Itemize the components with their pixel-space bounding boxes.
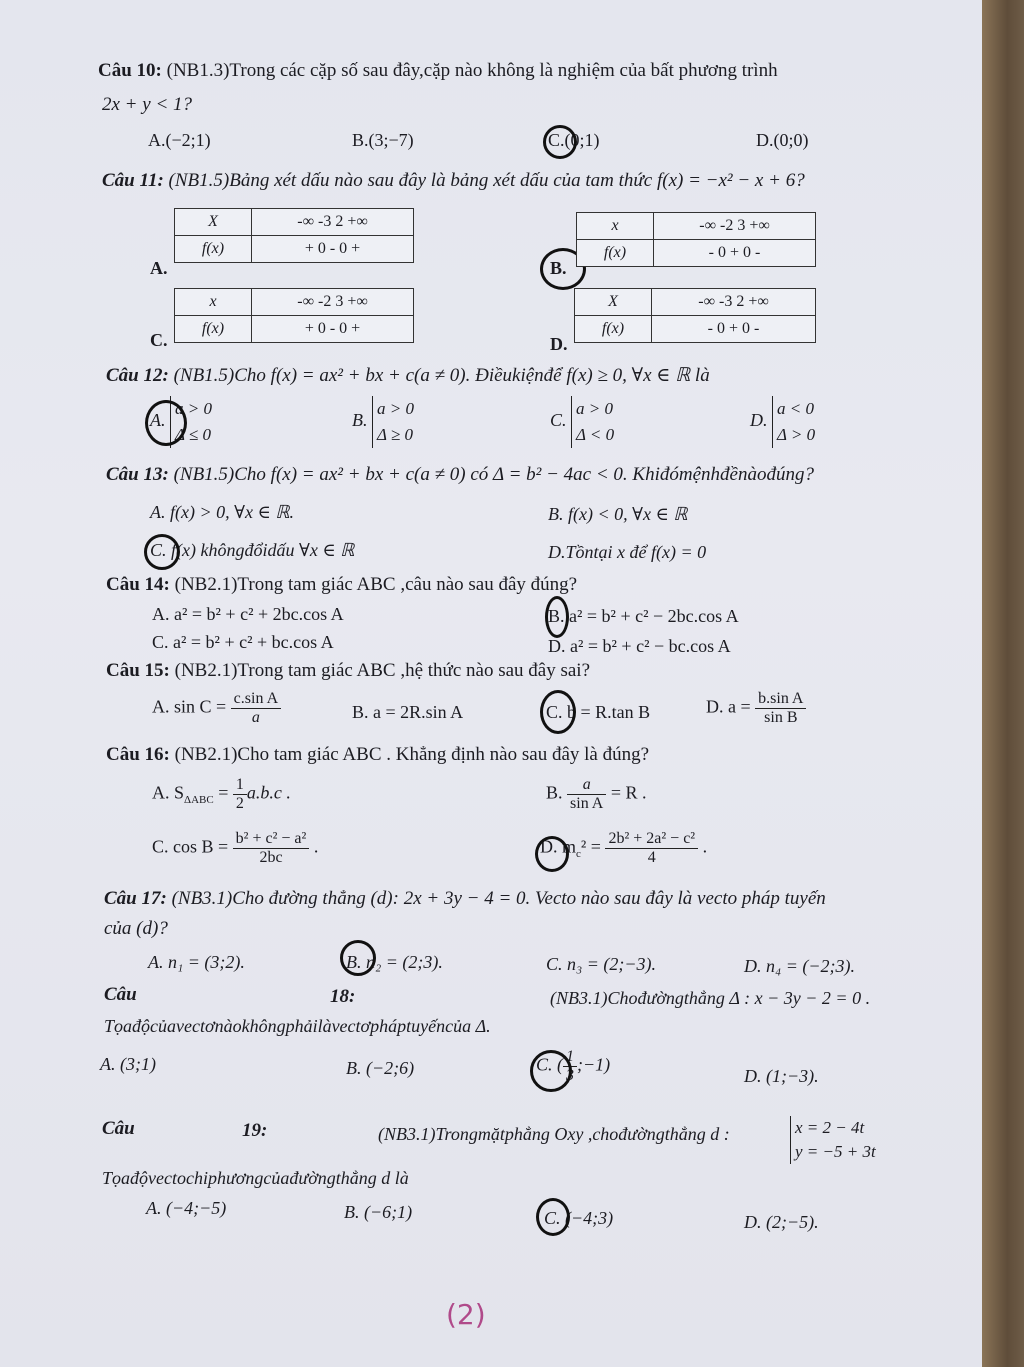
answer-circle-q17 xyxy=(340,940,376,976)
answer-circle-q14 xyxy=(545,596,569,638)
page-number-handwritten: (2) xyxy=(446,1298,486,1331)
q13-stem: Câu 13: (NB1.5)Cho f(x) = ax² + bx + c(a ≠ 0) có Δ = b² − 4ac < 0. Khiđómệnhđềnàođúng? xyxy=(106,464,814,485)
q15-option-a: A. sin C = $\frac{\text{c.sin A}}{a}$ xyxy=(152,690,281,727)
answer-circle-q19 xyxy=(536,1198,570,1236)
q19-option-c: C. (−4;3) xyxy=(544,1208,614,1228)
q14-option-c: C. a² = b² + c² + bc.cos A xyxy=(152,632,334,652)
q14-option-b: B. a² = b² + c² − 2bc.cos A xyxy=(548,606,739,626)
q11-table-c: x -∞ -2 3 +∞ f(x) + 0 - 0 + xyxy=(174,288,414,343)
q10-option-d: D.(0;0) xyxy=(756,130,809,150)
q17-option-c: C. n₃ = (2;−3). xyxy=(546,954,657,974)
q17-option-b: B. n₂ = (2;3). xyxy=(346,952,443,972)
q13-option-b: B. f(x) < 0, ∀x ∈ ℝ xyxy=(548,504,688,524)
q18-option-b: B. (−2;6) xyxy=(346,1058,415,1078)
q11-table-b: x -∞ -2 3 +∞ f(x) - 0 + 0 - xyxy=(576,212,816,267)
q12-option-c: C. a > 0 Δ < 0 xyxy=(550,396,614,448)
q18-option-d: D. (1;−3). xyxy=(744,1066,819,1086)
q13-option-d: D.Tồntại x để f(x) = 0 xyxy=(548,542,707,562)
background-edge xyxy=(982,0,1024,1367)
q16-option-a: A. $S_{\Delta ABC}$ = $\frac{1}{2}$ a.b.c . xyxy=(152,776,291,812)
q11-table-a: X -∞ -3 2 +∞ f(x) + 0 - 0 + xyxy=(174,208,414,263)
q17-stem: Câu 17: (NB3.1)Cho đường thẳng (d): 2x + 3y − 4 = 0. Vecto nào sau đây là vecto pháp tuyến xyxy=(104,888,826,909)
q14-option-d: D. a² = b² + c² − bc.cos A xyxy=(548,636,731,656)
q16-option-b: B. $\frac{a}{\text{sin A}}$ = R . xyxy=(546,776,647,812)
answer-circle-q16 xyxy=(535,836,569,872)
q18-stem-2: Tọađộcủavectơnàokhôngphảilàvectơpháptuyếncủa Δ. xyxy=(104,1016,491,1036)
answer-circle-q12 xyxy=(145,400,187,446)
answer-circle-q10 xyxy=(543,125,577,159)
q11-label-b: B. xyxy=(550,258,567,278)
q15-option-d: D. a = $\frac{\text{b.sin A}}{\text{sin B}}$ xyxy=(706,690,806,727)
q18-title: Câu xyxy=(104,984,137,1005)
q12-stem: Câu 12: (NB1.5)Cho f(x) = ax² + bx + c(a ≠ 0). Điềukiệnđể f(x) ≥ 0, ∀x ∈ ℝ là xyxy=(106,365,710,386)
q10-option-a: A.(−2;1) xyxy=(148,130,211,150)
q10-option-b: B.(3;−7) xyxy=(352,130,414,150)
q13-option-a: A. f(x) > 0, ∀x ∈ ℝ. xyxy=(150,502,295,522)
q15-option-b: B. a = 2R.sin A xyxy=(352,702,464,722)
q12-option-b: B. a > 0 Δ ≥ 0 xyxy=(352,396,414,448)
q10-stem: Câu 10: (NB1.3)Trong các cặp số sau đây,cặp nào không là nghiệm của bất phương trình xyxy=(98,60,778,81)
q10-option-c: C.(0;1) xyxy=(548,130,600,150)
q19-stem: (NB3.1)Trongmặtphẳng Oxy ,chođườngthẳng d : xyxy=(378,1124,730,1144)
q19-number: 19: xyxy=(242,1120,268,1141)
q13-option-c: C. f(x) khôngđổidấu ∀x ∈ ℝ xyxy=(150,540,355,560)
q16-stem: Câu 16: (NB2.1)Cho tam giác ABC . Khẳng định nào sau đây là đúng? xyxy=(106,744,650,765)
q11-stem: Câu 11: (NB1.5)Bảng xét dấu nào sau đây là bảng xét dấu của tam thức f(x) = −x² − x + 6? xyxy=(102,170,805,191)
q11-table-d: X -∞ -3 2 +∞ f(x) - 0 + 0 - xyxy=(574,288,816,343)
q12-option-a: A. a > 0 Δ ≤ 0 xyxy=(150,396,212,448)
q14-option-a: A. a² = b² + c² + 2bc.cos A xyxy=(152,604,344,624)
q16-option-d: D. $m_c^2$ = $\frac{\text{2b² + 2a² − c²}}{4}$ . xyxy=(540,830,708,866)
q17-stem-2: của (d)? xyxy=(104,918,168,939)
q11-label-c: C. xyxy=(150,330,168,350)
q19-stem-2: Tọađộvectochiphươngcủađườngthẳng d là xyxy=(102,1168,409,1188)
q18-number: 18: xyxy=(330,986,356,1007)
q19-option-a: A. (−4;−5) xyxy=(146,1198,227,1218)
q11-label-d: D. xyxy=(550,334,568,354)
q15-option-c: C. b = R.tan B xyxy=(546,702,651,722)
answer-circle-q13 xyxy=(144,534,180,570)
answer-circle-q15 xyxy=(540,690,576,734)
answer-circle-q18 xyxy=(530,1050,572,1092)
q17-option-a: A. n₁ = (3;2). xyxy=(148,952,245,972)
q12-option-d: D. a < 0 Δ > 0 xyxy=(750,396,815,448)
q19-title: Câu xyxy=(102,1118,135,1139)
q18-option-a: A. (3;1) xyxy=(100,1054,156,1074)
q11-label-a: A. xyxy=(150,258,168,278)
q10-stem-2: 2x + y < 1? xyxy=(102,94,193,115)
q19-system: x = 2 − 4t y = −5 + 3t xyxy=(790,1116,876,1164)
q15-stem: Câu 15: (NB2.1)Trong tam giác ABC ,hệ thức nào sau đây sai? xyxy=(106,660,591,681)
q17-option-d: D. n₄ = (−2;3). xyxy=(744,956,856,976)
q14-stem: Câu 14: (NB2.1)Trong tam giác ABC ,câu nào sau đây đúng? xyxy=(106,574,578,595)
q16-option-c: C. cos B = $\frac{\text{b² + c² − a²}}{2bc}$ . xyxy=(152,830,319,866)
q19-option-d: D. (2;−5). xyxy=(744,1212,819,1232)
q18-stem: (NB3.1)Chođườngthẳng Δ : x − 3y − 2 = 0 . xyxy=(550,988,871,1008)
q18-option-c: C. ( $\frac{1}{3}$ ;−1) xyxy=(536,1048,611,1084)
q19-option-b: B. (−6;1) xyxy=(344,1202,413,1222)
